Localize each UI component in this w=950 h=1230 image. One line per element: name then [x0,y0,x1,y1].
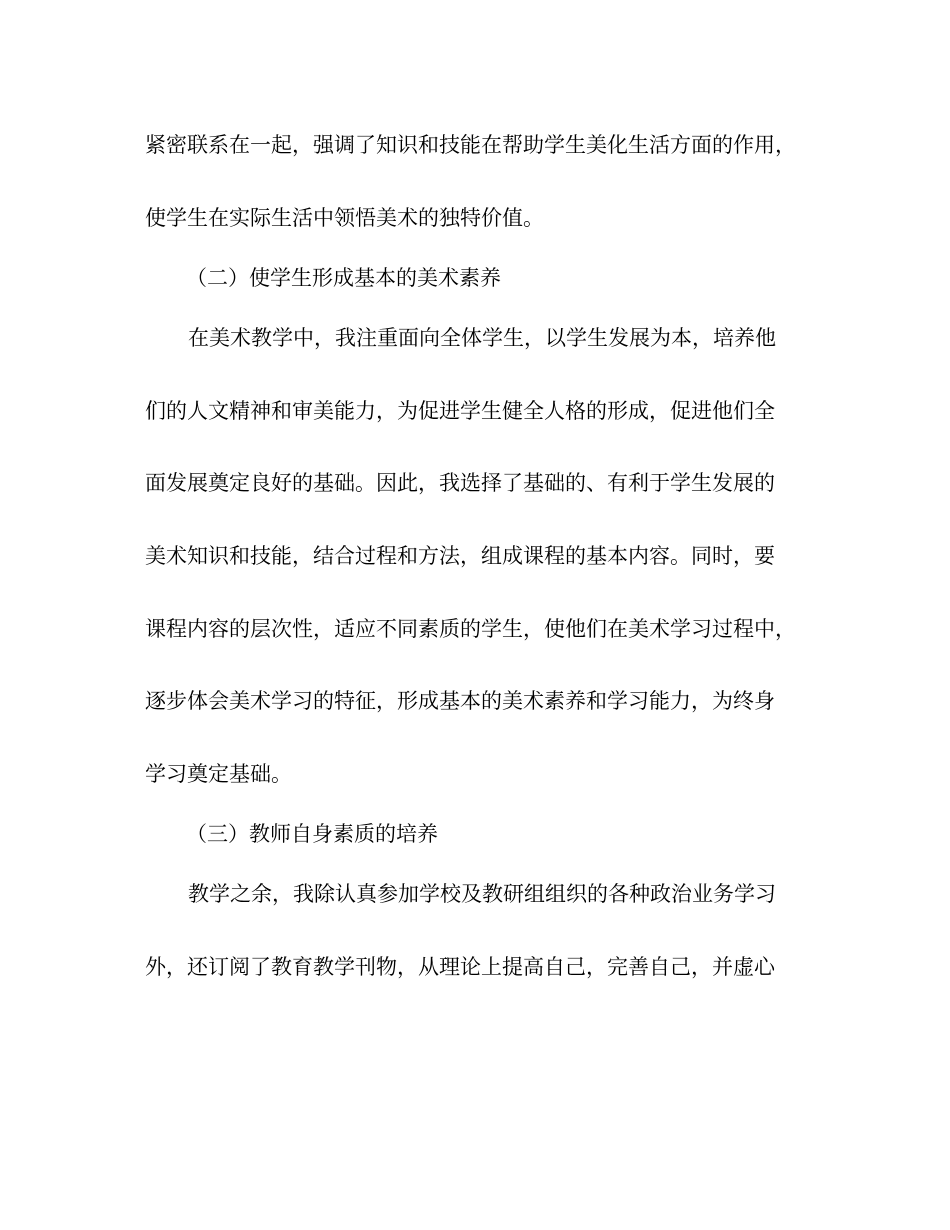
paragraph-line: 使学生在实际生活中领悟美术的独特价值。 [145,206,544,230]
paragraph-line: 学习奠定基础。 [145,762,292,786]
paragraph-line: 美术知识和技能，结合过程和方法，组成课程的基本内容。同时，要 [145,544,775,568]
paragraph-line: 逐步体会美术学习的特征，形成基本的美术素养和学习能力，为终身 [145,689,775,713]
paragraph-line: 教学之余，我除认真参加学校及教研组组织的各种政治业务学习 [188,882,776,906]
section-heading: （三）教师自身素质的培养 [186,822,438,846]
paragraph-line: 紧密联系在一起，强调了知识和技能在帮助学生美化生活方面的作用， [145,133,796,157]
paragraph-line: 外，还订阅了教育教学刊物，从理论上提高自己，完善自己，并虚心 [145,955,775,979]
paragraph-line: 在美术教学中，我注重面向全体学生，以学生发展为本，培养他 [188,326,776,350]
section-heading: （二）使学生形成基本的美术素养 [186,266,501,290]
paragraph-line: 面发展奠定良好的基础。因此，我选择了基础的、有利于学生发展的 [145,471,775,495]
paragraph-line: 们的人文精神和审美能力，为促进学生健全人格的形成，促进他们全 [145,399,775,423]
paragraph-line: 课程内容的层次性，适应不同素质的学生，使他们在美术学习过程中， [145,617,796,641]
